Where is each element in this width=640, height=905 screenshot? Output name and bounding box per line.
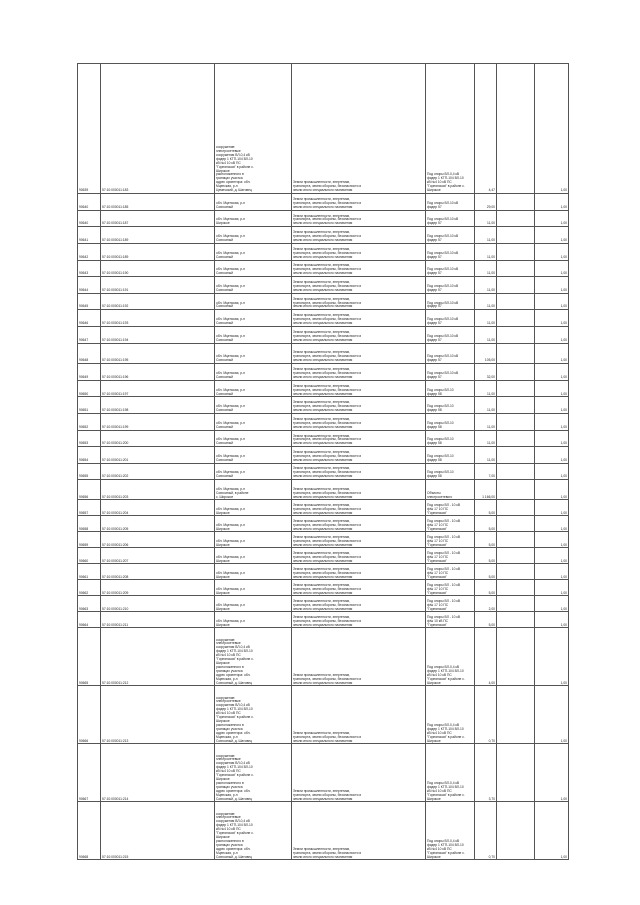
object-name: обл. Мценская, р-н Совхозный, в районе с. Широкое [215, 479, 292, 500]
land-category: Земли промышленности, энергетики, транспорта, земли обороны, безопасности и земли иного специального назначения [292, 612, 426, 628]
permitted-use: Под опоры ВЛ-0,4 кВ фидер 1 КТП-104 ВЛ-10 кВ №4 10 кВ ПС "Горнянская" в районе с. Широкое [426, 744, 475, 802]
cadastral-number: 57:10:000011:194 [101, 327, 215, 344]
permitted-use: Под опоры ВЛ-10 кВ фидер 57 [426, 343, 475, 364]
land-category: Земли промышленности, энергетики, транспорта, земли обороны, безопасности и земли иного специального назначения [292, 532, 426, 548]
land-category: Земли промышленности, энергетики, транспорта, земли обороны, безопасности и земли иного специального назначения [292, 516, 426, 532]
object-name: обл. Мценская, р-н Широкое [215, 532, 292, 548]
coefficient-value: 1,00 [535, 744, 569, 802]
extra-value [497, 310, 535, 327]
num-cell-id: 90666 [78, 686, 101, 744]
cadastral-number: 57:10:000011:189 [101, 243, 215, 260]
num-cell-id: 90640 [78, 210, 101, 227]
coefficient-value: 1,00 [535, 414, 569, 431]
area-value: 5,00 [475, 548, 497, 564]
object-name: сооружение: электросетевые сооружения ВЛ-0,4 кВ фидер 1 КТП-104 ВЛ-10 кВ №4 10 кВ ПС "Горнянская" в районе с. Широкое расположенного в границах участка адрес ориентира: обл. Мценская, р-н Совхозный, д. Шатовец [215, 628, 292, 686]
coefficient-value: 1,00 [535, 564, 569, 580]
num-cell-id: 90640 [78, 194, 101, 211]
num-cell-id: 90642 [78, 243, 101, 260]
table-row [78, 210, 569, 227]
permitted-use: Под опоры ВЛ-10 кВ фидер 57 [426, 364, 475, 381]
permitted-use: Под опоры ВЛ - 10 кВ ф№ 17 10 ПС "Горнянская" [426, 580, 475, 596]
extra-value [497, 364, 535, 381]
num-cell-id: 90646 [78, 310, 101, 327]
coefficient-value: 1,00 [535, 580, 569, 596]
coefficient-value: 1,00 [535, 64, 569, 194]
extra-value [497, 210, 535, 227]
object-name: обл. Мценская, р-н Совхозный [215, 194, 292, 211]
num-cell-id: 90643 [78, 260, 101, 277]
table-row [78, 447, 569, 464]
land-category: Земли промышленности, энергетики, транспорта, земли обороны, безопасности и земли иного специального назначения [292, 364, 426, 381]
permitted-use: Под опоры ВЛ-10 фидер 58 [426, 380, 475, 397]
area-value: 4,47 [475, 64, 497, 194]
area-value: 11,00 [475, 380, 497, 397]
cadastral-number: 57:10:000011:185 [101, 194, 215, 211]
extra-value [497, 516, 535, 532]
land-category: Земли промышленности, энергетики, транспорта, земли обороны, безопасности и земли иного специального назначения [292, 243, 426, 260]
object-name: обл. Мценская, р-н Совхозный [215, 380, 292, 397]
area-value: 29,00 [475, 194, 497, 211]
land-category: Земли промышленности, энергетики, транспорта, земли обороны, безопасности и земли иного специального назначения [292, 686, 426, 744]
permitted-use: Под опоры ВЛ-10 фидер 58 [426, 447, 475, 464]
area-value: 4,00 [475, 628, 497, 686]
num-cell-id: 90639 [78, 64, 101, 194]
coefficient-value: 1,00 [535, 612, 569, 628]
land-category: Земли промышленности, энергетики, транспорта, земли обороны, безопасности и земли иного специального назначения [292, 463, 426, 479]
coefficient-value: 1,00 [535, 548, 569, 564]
object-name: обл. Мценская, р-н Совхозный [215, 227, 292, 244]
extra-value [497, 447, 535, 464]
permitted-use: Под опоры ВЛ-10 фидер 58 [426, 430, 475, 447]
table-row [78, 548, 569, 564]
cadastral-number: 57:10:000011:195 [101, 343, 215, 364]
table-body [78, 64, 569, 860]
cadastral-number: 57:10:000011:205 [101, 516, 215, 532]
cadastral-number: 57:10:000011:196 [101, 364, 215, 381]
extra-value [497, 463, 535, 479]
num-cell-id: 90645 [78, 293, 101, 310]
extra-value [497, 243, 535, 260]
permitted-use: Под опоры ВЛ - 10 кВ ф№ 17 10 ПС "Горнянская" [426, 548, 475, 564]
table-row [78, 343, 569, 364]
cadastral-number: 57:10:000011:204 [101, 500, 215, 516]
cadastral-number: 57:10:000011:215 [101, 802, 215, 860]
cadastral-number: 57:10:000011:211 [101, 612, 215, 628]
extra-value [497, 327, 535, 344]
coefficient-value: 1,00 [535, 343, 569, 364]
permitted-use: Под опоры ВЛ-0,4 кВ фидер 1 КТП-104 ВЛ-10 кВ №4 10 кВ ПС "Горнянская" в районе с. Широкое [426, 686, 475, 744]
table-row [78, 380, 569, 397]
area-value: 11,00 [475, 430, 497, 447]
object-name: обл. Мценская, р-н Совхозный [215, 430, 292, 447]
cadastral-number: 57:10:000011:208 [101, 564, 215, 580]
extra-value [497, 802, 535, 860]
coefficient-value: 1,00 [535, 260, 569, 277]
area-value: 11,00 [475, 277, 497, 294]
num-cell-id: 90641 [78, 227, 101, 244]
permitted-use: Под опоры ВЛ-10 кВ фидер 57 [426, 210, 475, 227]
cadastral-number: 57:10:000011:193 [101, 310, 215, 327]
permitted-use: Под опоры ВЛ-10 кВ фидер 57 [426, 227, 475, 244]
num-cell-id: 90659 [78, 532, 101, 548]
permitted-use: Под опоры ВЛ-10 фидер 58 [426, 463, 475, 479]
land-category: Земли промышленности, энергетики, транспорта, земли обороны, безопасности и земли иного специального назначения [292, 414, 426, 431]
area-value: 32,00 [475, 364, 497, 381]
coefficient-value: 1,00 [535, 277, 569, 294]
object-name: сооружение: электросетевые сооружения ВЛ-0,4 кВ фидер 1 КТП-104 ВЛ-10 кВ №4 10 кВ ПС "Горнянская" в районе с. Широкое расположенного в границах участка адрес ориентира: обл. Мценская, р-н Совхозный, д. Шатовец [215, 802, 292, 860]
coefficient-value: 1,00 [535, 516, 569, 532]
num-cell-id: 90647 [78, 327, 101, 344]
permitted-use: Под опоры ВЛ-10 кВ фидер 57 [426, 260, 475, 277]
coefficient-value: 1,00 [535, 194, 569, 211]
coefficient-value: 1,00 [535, 364, 569, 381]
cadastral-number: 57:10:000011:200 [101, 430, 215, 447]
area-value: 5,00 [475, 500, 497, 516]
cadastral-number: 57:10:000011:210 [101, 596, 215, 612]
permitted-use: Под опоры ВЛ-10 кВ фидер 57 [426, 194, 475, 211]
land-plots-table [77, 63, 569, 860]
object-name: обл. Мценская, р-н Совхозный [215, 293, 292, 310]
table-row [78, 500, 569, 516]
land-category: Земли промышленности, энергетики, транспорта, земли обороны, безопасности и земли иного специального назначения [292, 802, 426, 860]
num-cell-id: 90660 [78, 548, 101, 564]
table-row [78, 397, 569, 414]
permitted-use: Под опоры ВЛ-0,4 кВ фидер 1 КТП-104 ВЛ-10 кВ №4 10 кВ ПС "Горнянская" в районе с. Широкое [426, 802, 475, 860]
object-name: сооружение: электросетевые сооружения ВЛ-0,4 кВ фидер 1 КТП-104 ВЛ-10 кВ №4 10 кВ ПС "Горнянская" в районе с. Широкое расположенного в границах участка адрес ориентира: обл. Мценская, р-н Совхозный, д. Шатовец [215, 686, 292, 744]
num-cell-id: 90654 [78, 447, 101, 464]
cadastral-number: 57:10:000011:187 [101, 210, 215, 227]
table-row [78, 227, 569, 244]
extra-value [497, 397, 535, 414]
coefficient-value: 1,00 [535, 430, 569, 447]
table-row [78, 479, 569, 500]
area-value: 11,00 [475, 227, 497, 244]
permitted-use: Под опоры ВЛ - 10 кВ ф№ 17 10 ПС "Горнянская" [426, 596, 475, 612]
table-row [78, 64, 569, 194]
permitted-use: Под опоры ВЛ-10 фидер 58 [426, 397, 475, 414]
coefficient-value: 1,00 [535, 380, 569, 397]
coefficient-value: 1,00 [535, 310, 569, 327]
extra-value [497, 277, 535, 294]
extra-value [497, 580, 535, 596]
table-row [78, 430, 569, 447]
area-value: 1 166,00 [475, 479, 497, 500]
table-row [78, 310, 569, 327]
permitted-use: Под опоры ВЛ - 10 кВ ф№ 17 10 ПС "Горнянская" [426, 532, 475, 548]
table-row [78, 463, 569, 479]
extra-value [497, 343, 535, 364]
num-cell-id: 90653 [78, 430, 101, 447]
permitted-use: Под опоры ВЛ-10 кВ фидер 57 [426, 243, 475, 260]
table-row [78, 686, 569, 744]
extra-value [497, 500, 535, 516]
cadastral-number: 57:10:000011:209 [101, 580, 215, 596]
cadastral-number: 57:10:000011:203 [101, 479, 215, 500]
table-row [78, 612, 569, 628]
object-name: обл. Мценская, р-н Совхозный [215, 364, 292, 381]
num-cell-id: 90667 [78, 744, 101, 802]
object-name: сооружение: электросетевые сооружения ВЛ-0,4 кВ фидер 1 КТП-104 ВЛ-10 кВ №4 10 кВ ПС "Горнянская" в районе с. Широкое расположенного в границах участка адрес ориентира: обл. Мценская, р-н Цемечский, д. Шатовец [215, 64, 292, 194]
area-value: 5,00 [475, 532, 497, 548]
table-row [78, 260, 569, 277]
land-category: Земли промышленности, энергетики, транспорта, земли обороны, безопасности и земли иного специального назначения [292, 596, 426, 612]
area-value: 11,00 [475, 327, 497, 344]
table-row [78, 516, 569, 532]
cadastral-number: 57:10:000011:197 [101, 380, 215, 397]
permitted-use: Под опоры ВЛ - 10 кВ ф№ 17 10 ПС "Горнянская" [426, 500, 475, 516]
extra-value [497, 430, 535, 447]
land-category: Земли промышленности, энергетики, транспорта, земли обороны, безопасности и земли иного специального назначения [292, 227, 426, 244]
coefficient-value: 1,00 [535, 479, 569, 500]
num-cell-id: 90665 [78, 628, 101, 686]
land-category: Земли промышленности, энергетики, транспорта, земли обороны, безопасности и земли иного специального назначения [292, 447, 426, 464]
area-value: 5,00 [475, 564, 497, 580]
cadastral-number: 57:10:000011:183 [101, 64, 215, 194]
table-row [78, 744, 569, 802]
coefficient-value: 1,00 [535, 500, 569, 516]
permitted-use: Под опоры ВЛ-10 фидер 58 [426, 414, 475, 431]
area-value: 11,00 [475, 447, 497, 464]
table-row [78, 532, 569, 548]
land-category: Земли промышленности, энергетики, транспорта, земли обороны, безопасности и земли иного специального назначения [292, 310, 426, 327]
object-name: обл. Мценская, р-н Совхозный [215, 277, 292, 294]
coefficient-value: 1,00 [535, 463, 569, 479]
area-value: 11,00 [475, 293, 497, 310]
coefficient-value: 1,00 [535, 802, 569, 860]
table-row [78, 277, 569, 294]
object-name: обл. Мценская, р-н Широкое [215, 548, 292, 564]
land-category: Земли промышленности, энергетики, транспорта, земли обороны, безопасности и земли иного специального назначения [292, 194, 426, 211]
table-row [78, 580, 569, 596]
land-category: Земли промышленности, энергетики, транспорта, земли обороны, безопасности и земли иного специального назначения [292, 64, 426, 194]
coefficient-value: 1,00 [535, 243, 569, 260]
permitted-use: Под опоры ВЛ-10 кВ фидер 57 [426, 277, 475, 294]
permitted-use: Объекты электросетевого [426, 479, 475, 500]
object-name: обл. Мценская, р-н Совхозный [215, 243, 292, 260]
table-row [78, 596, 569, 612]
num-cell-id: 90652 [78, 414, 101, 431]
cadastral-number: 57:10:000011:189 [101, 227, 215, 244]
area-value: 0,70 [475, 802, 497, 860]
permitted-use: Под опоры ВЛ - 10 кВ ф№ 17 10 ПС "Горнянская" [426, 564, 475, 580]
object-name: обл. Мценская, р-н Широкое [215, 516, 292, 532]
land-category: Земли промышленности, энергетики, транспорта, земли обороны, безопасности и земли иного специального назначения [292, 380, 426, 397]
area-value: 105,00 [475, 343, 497, 364]
num-cell-id: 90668 [78, 802, 101, 860]
extra-value [497, 628, 535, 686]
permitted-use: Под опоры ВЛ - 10 кВ ф№ 10 кВ ПС "Горнянская" [426, 612, 475, 628]
object-name: обл. Мценская, р-н Совхозный [215, 397, 292, 414]
land-category: Земли промышленности, энергетики, транспорта, земли обороны, безопасности и земли иного специального назначения [292, 548, 426, 564]
extra-value [497, 414, 535, 431]
cadastral-number: 57:10:000011:213 [101, 686, 215, 744]
object-name: обл. Мценская, р-н Совхозный [215, 310, 292, 327]
object-name: обл. Мценская, р-н Совхозный [215, 343, 292, 364]
coefficient-value: 1,00 [535, 227, 569, 244]
land-category: Земли промышленности, энергетики, транспорта, земли обороны, безопасности и земли иного специального назначения [292, 260, 426, 277]
land-category: Земли промышленности, энергетики, транспорта, земли обороны, безопасности и земли иного специального назначения [292, 343, 426, 364]
object-name: обл. Мценская, р-н Широкое [215, 596, 292, 612]
cadastral-number: 57:10:000011:190 [101, 260, 215, 277]
cadastral-number: 57:10:000011:201 [101, 447, 215, 464]
extra-value [497, 532, 535, 548]
cadastral-number: 57:10:000011:207 [101, 548, 215, 564]
coefficient-value: 1,00 [535, 327, 569, 344]
area-value: 11,00 [475, 260, 497, 277]
extra-value [497, 64, 535, 194]
permitted-use: Под опоры ВЛ-0,4 кВ фидер 1 КТП-104 ВЛ-10 кВ №4 10 кВ ПС "Горнянская" в районе с. Широкое [426, 628, 475, 686]
area-value: 11,00 [475, 397, 497, 414]
permitted-use: Под опоры ВЛ - 10 кВ ф№ 17 10 ПС "Горнянская" [426, 516, 475, 532]
num-cell-id: 90658 [78, 516, 101, 532]
area-value: 0,70 [475, 686, 497, 744]
extra-value [497, 260, 535, 277]
extra-value [497, 479, 535, 500]
coefficient-value: 1,00 [535, 447, 569, 464]
area-value: 5,00 [475, 580, 497, 596]
land-category: Земли промышленности, энергетики, транспорта, земли обороны, безопасности и земли иного специального назначения [292, 479, 426, 500]
object-name: обл. Мценская, р-н Совхозный [215, 327, 292, 344]
land-category: Земли промышленности, энергетики, транспорта, земли обороны, безопасности и земли иного специального назначения [292, 327, 426, 344]
area-value: 11,00 [475, 310, 497, 327]
permitted-use: Под опоры ВЛ-10 кВ фидер 57 [426, 310, 475, 327]
num-cell-id: 90657 [78, 500, 101, 516]
table-row [78, 414, 569, 431]
object-name: обл. Мценская, р-н Широкое [215, 612, 292, 628]
cadastral-number: 57:10:000011:214 [101, 744, 215, 802]
table-row [78, 293, 569, 310]
extra-value [497, 194, 535, 211]
permitted-use: Под опоры ВЛ-10 кВ фидер 57 [426, 327, 475, 344]
coefficient-value: 1,00 [535, 596, 569, 612]
table-row [78, 243, 569, 260]
permitted-use: Под опоры ВЛ-10 кВ фидер 57 [426, 293, 475, 310]
land-category: Земли промышленности, энергетики, транспорта, земли обороны, безопасности и земли иного специального назначения [292, 500, 426, 516]
num-cell-id: 90661 [78, 564, 101, 580]
land-category: Земли промышленности, энергетики, транспорта, земли обороны, безопасности и земли иного специального назначения [292, 397, 426, 414]
table-row [78, 364, 569, 381]
num-cell-id: 90651 [78, 397, 101, 414]
table-row [78, 802, 569, 860]
extra-value [497, 293, 535, 310]
table-row [78, 628, 569, 686]
area-value: 11,00 [475, 243, 497, 260]
land-category: Земли промышленности, энергетики, транспорта, земли обороны, безопасности и земли иного специального назначения [292, 744, 426, 802]
permitted-use: Под опоры ВЛ-0,4 кВ фидер 1 КТП-104 ВЛ-10 кВ №4 10 кВ ПС "Горнянская" в районе с. Широкое [426, 64, 475, 194]
object-name: обл. Мценская, р-н Совхозный [215, 447, 292, 464]
extra-value [497, 380, 535, 397]
land-category: Земли промышленности, энергетики, транспорта, земли обороны, безопасности и земли иного специального назначения [292, 277, 426, 294]
object-name: обл. Мценская, р-н Широкое [215, 564, 292, 580]
table-row [78, 194, 569, 211]
cadastral-number: 57:10:000011:199 [101, 414, 215, 431]
coefficient-value: 1,00 [535, 397, 569, 414]
extra-value [497, 744, 535, 802]
coefficient-value: 1,00 [535, 686, 569, 744]
cadastral-number: 57:10:000011:212 [101, 628, 215, 686]
extra-value [497, 596, 535, 612]
object-name: обл. Мценская, р-н Совхозный [215, 414, 292, 431]
num-cell-id: 90656 [78, 479, 101, 500]
num-cell-id: 90655 [78, 463, 101, 479]
area-value: 3,70 [475, 744, 497, 802]
num-cell-id: 90664 [78, 612, 101, 628]
cadastral-number: 57:10:000011:192 [101, 293, 215, 310]
num-cell-id: 90649 [78, 364, 101, 381]
land-category: Земли промышленности, энергетики, транспорта, земли обороны, безопасности и земли иного специального назначения [292, 564, 426, 580]
table-row [78, 564, 569, 580]
land-category: Земли промышленности, энергетики, транспорта, земли обороны, безопасности и земли иного специального назначения [292, 293, 426, 310]
cadastral-number: 57:10:000011:191 [101, 277, 215, 294]
object-name: обл. Мценская, р-н Широкое [215, 500, 292, 516]
cadastral-number: 57:10:000011:202 [101, 463, 215, 479]
land-category: Земли промышленности, энергетики, транспорта, земли обороны, безопасности и земли иного специального назначения [292, 580, 426, 596]
coefficient-value: 1,00 [535, 210, 569, 227]
cadastral-number: 57:10:000011:198 [101, 397, 215, 414]
extra-value [497, 686, 535, 744]
area-value: 7,00 [475, 463, 497, 479]
object-name: обл. Мценская, р-н Широкое [215, 210, 292, 227]
object-name: сооружение: электросетевые сооружения ВЛ-0,4 кВ фидер 1 КТП-104 ВЛ-10 кВ №4 10 кВ ПС "Горнянская" в районе с. Широкое расположенного в границах участка адрес ориентира: обл. Мценская, р-н Совхозный, д. Шатовец [215, 744, 292, 802]
coefficient-value: 1,00 [535, 628, 569, 686]
cadastral-number: 57:10:000011:206 [101, 532, 215, 548]
area-value: 11,00 [475, 414, 497, 431]
extra-value [497, 548, 535, 564]
land-category: Земли промышленности, энергетики, транспорта, земли обороны, безопасности и земли иного специального назначения [292, 430, 426, 447]
num-cell-id: 90663 [78, 596, 101, 612]
object-name: обл. Мценская, р-н Совхозный [215, 260, 292, 277]
area-value: 5,00 [475, 612, 497, 628]
object-name: обл. Мценская, р-н Широкое [215, 580, 292, 596]
area-value: 2,00 [475, 596, 497, 612]
num-cell-id: 90644 [78, 277, 101, 294]
coefficient-value: 1,00 [535, 532, 569, 548]
table-row [78, 327, 569, 344]
extra-value [497, 227, 535, 244]
extra-value [497, 612, 535, 628]
land-category: Земли промышленности, энергетики, транспорта, земли обороны, безопасности и земли иного специального назначения [292, 210, 426, 227]
land-category: Земли промышленности, энергетики, транспорта, земли обороны, безопасности и земли иного специального назначения [292, 628, 426, 686]
extra-value [497, 564, 535, 580]
num-cell-id: 90650 [78, 380, 101, 397]
num-cell-id: 90648 [78, 343, 101, 364]
object-name: обл. Мценская, р-н Совхозный [215, 463, 292, 479]
coefficient-value: 1,00 [535, 293, 569, 310]
area-value: 5,00 [475, 516, 497, 532]
num-cell-id: 90662 [78, 580, 101, 596]
area-value: 11,00 [475, 210, 497, 227]
